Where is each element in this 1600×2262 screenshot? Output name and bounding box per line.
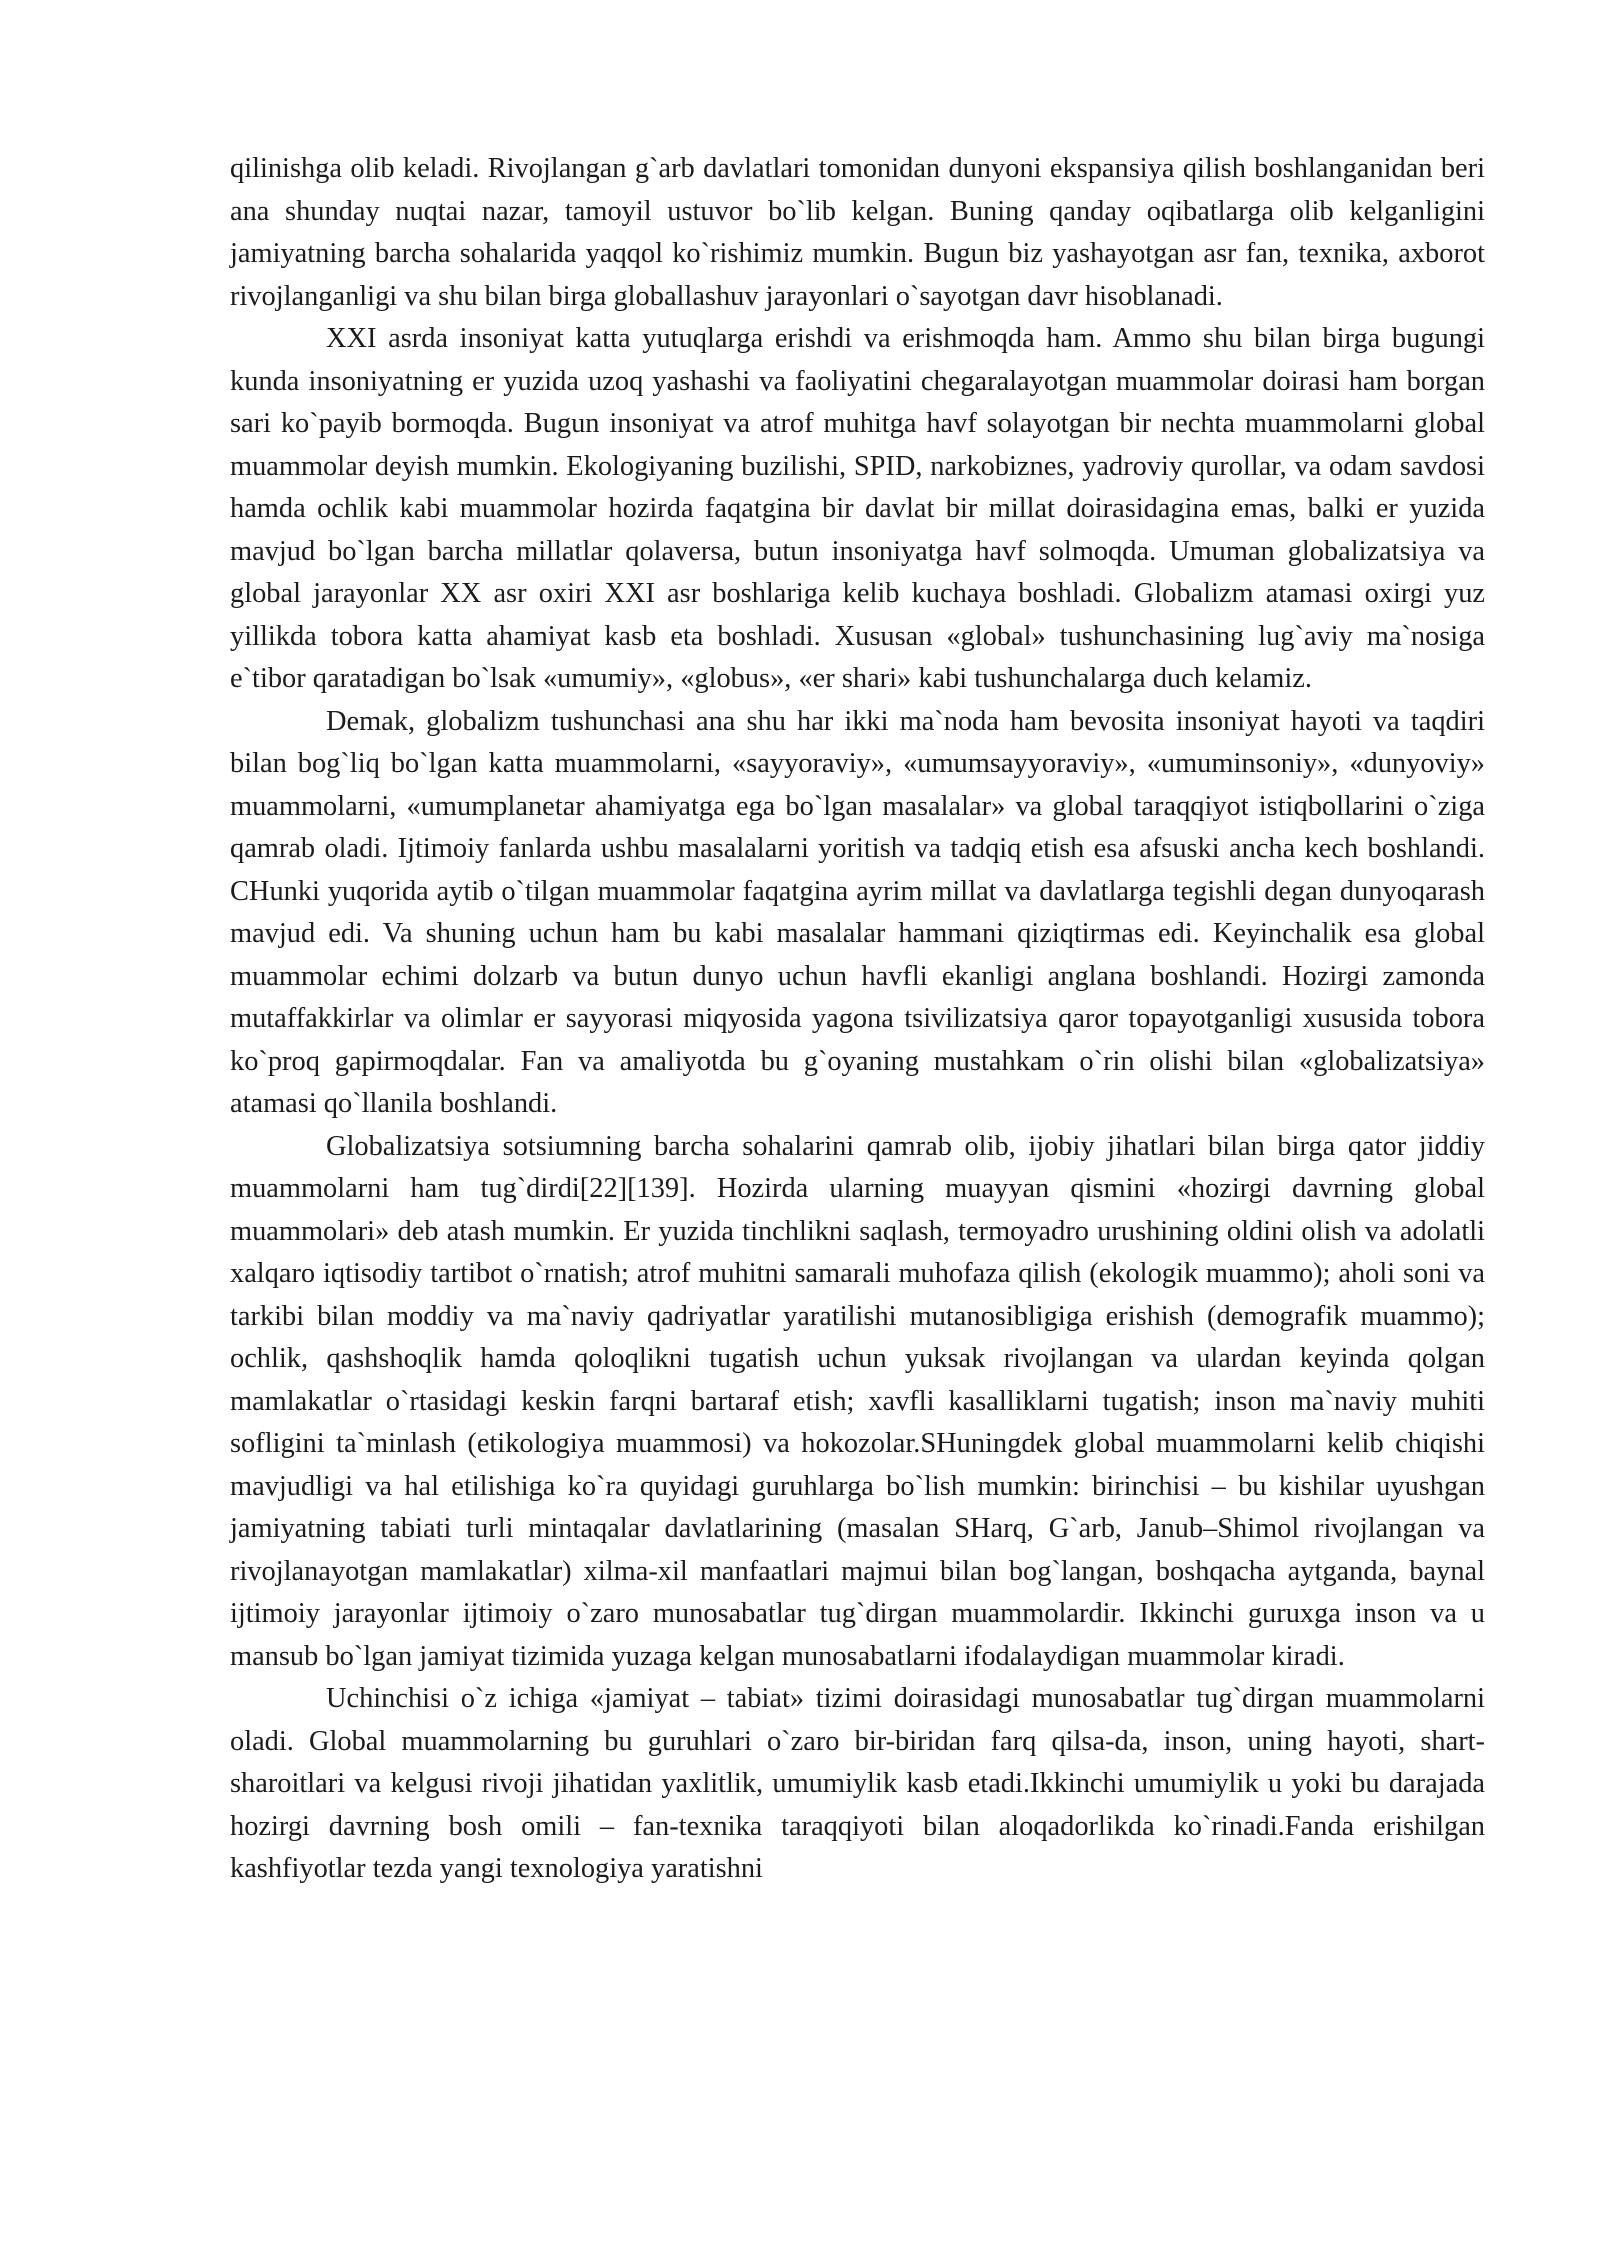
paragraph-5: Uchinchisi o`z ichiga «jamiyat – tabiat» tizimi doirasidagi munosabatlar tug`dirgan muammolarni oladi. Global muammolarning bu guruhlari o`zaro bir-biridan farq qilsa-da, inson, uning hayoti, shart-sharoitlari va kelgusi rivoji jihatidan yaxlitlik, umumiylik kasb etadi.Ikkinchi umumiylik u yoki bu darajada hozirgi davrning bosh omili – fan-texnika taraqqiyoti bilan aloqadorlikda ko`rinadi.Fanda erishilgan kashfiyotlar tezda yangi texnologiya yaratishni [230,1683,1485,1884]
paragraph-3: Demak, globalizm tushunchasi ana shu har ikki ma`noda ham bevosita insoniyat hayoti va taqdiri bilan bog`liq bo`lgan katta muammolarni, «sayyoraviy», «umumsayyoraviy», «umuminsoniy», «dunyoviy» muammolarni, «umumplanetar ahamiyatga ega bo`lgan masalalar» va global taraqqiyot istiqbollarini o`ziga qamrab oladi. Ijtimoiy fanlarda ushbu masalalarni yoritish va tadqiq etish esa afsuski ancha kech boshlandi. CHunki yuqorida aytib o`tilgan muammolar faqatgina ayrim millat va davlatlarga tegishli degan dunyoqarash mavjud edi. Va shuning uchun ham bu kabi masalalar hammani qiziqtirmas edi. Keyinchalik esa global muammolar echimi dolzarb va butun dunyo uchun havfli ekanligi anglana boshlandi. Hozirgi zamonda mutaffakkirlar va olimlar er sayyorasi miqyosida yagona tsivilizatsiya qaror topayotganligi xususida tobora ko`proq gapirmoqdalar. Fan va amaliyotda bu g`oyaning mustahkam o`rin olishi bilan «globalizatsiya» atamasi qo`llanila boshlandi. [230,705,1485,1119]
document-page [230,148,1485,1891]
paragraph-4: Globalizatsiya sotsiumning barcha sohalarini qamrab olib, ijobiy jihatlari bilan birga qator jiddiy muammolarni ham tug`dirdi[22][139]. Hozirda ularning muayyan qismini «hozirgi davrning global muammolari» deb atash mumkin. Er yuzida tinchlikni saqlash, termoyadro urushining oldini olish va adolatli xalqaro iqtisodiy tartibot o`rnatish; atrof muhitni samarali muhofaza qilish (ekologik muammo); aholi soni va tarkibi bilan moddiy va ma`naviy qadriyatlar yaratilishi mutanosibligiga erishish (demografik muammo); ochlik, qashshoqlik hamda qoloqlikni tugatish uchun yuksak rivojlangan va ulardan keyinda qolgan mamlakatlar o`rtasidagi keskin farqni bartaraf etish; xavfli kasalliklarni tugatish; inson ma`naviy muhiti sofligini ta`minlash (etikologiya muammosi) va hokozolar.SHuningdek global muammolarni kelib chiqishi mavjudligi va hal etilishiga ko`ra quyidagi guruhlarga bo`lish mumkin: birinchisi – bu kishilar uyushgan jamiyatning tabiati turli mintaqalar davlatlarining (masalan SHarq, G`arb, Janub–Shimol rivojlangan va rivojlanayotgan mamlakatlar) xilma-xil manfaatlari majmui bilan bog`langan, boshqacha aytganda, baynal ijtimoiy jarayonlar ijtimoiy o`zaro munosabatlar tug`dirgan muammolardir. Ikkinchi guruxga inson va u mansub bo`lgan jamiyat tizimida yuzaga kelgan munosabatlarni ifodalaydigan muammolar kiradi. [230,1130,1485,1672]
paragraph-2: XXI asrda insoniyat katta yutuqlarga erishdi va erishmoqda ham. Ammo shu bilan birga bugungi kunda insoniyatning er yuzida uzoq yashashi va faoliyatini chegaralayotgan muammolar doirasi ham borgan sari ko`payib bormoqda. Bugun insoniyat va atrof muhitga havf solayotgan bir nechta muammolarni global muammolar deyish mumkin. Ekologiyaning buzilishi, SPID, narkobiznes, yadroviy qurollar, va odam savdosi hamda ochlik kabi muammolar hozirda faqatgina bir davlat bir millat doirasidagina emas, balki er yuzida mavjud bo`lgan barcha millatlar qolaversa, butun insoniyatga havf solmoqda. Umuman globalizatsiya va global jarayonlar XX asr oxiri XXI asr boshlariga kelib kuchaya boshladi. Globalizm atamasi oxirgi yuz yillikda tobora katta ahamiyat kasb eta boshladi. Xususan «global» tushunchasining lug`aviy ma`nosiga e`tibor qaratadigan bo`lsak «umumiy», «globus», «er shari» kabi tushunchalarga duch kelamiz. [230,323,1485,694]
paragraph-1: qilinishga olib keladi. Rivojlangan g`arb davlatlari tomonidan dunyoni ekspansiya qilish boshlanganidan beri ana shunday nuqtai nazar, tamoyil ustuvor bo`lib kelgan. Buning qanday oqibatlarga olib kelganligini jamiyatning barcha sohalarida yaqqol ko`rishimiz mumkin. Bugun biz yashayotgan asr fan, texnika, axborot rivojlanganligi va shu bilan birga globallashuv jarayonlari o`sayotgan davr hisoblanadi. [230,153,1485,312]
